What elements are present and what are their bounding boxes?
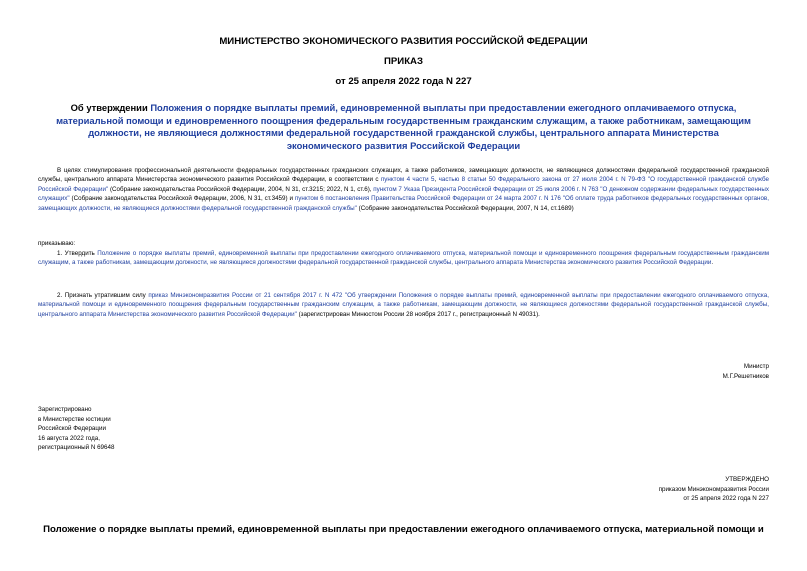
date-number-heading: от 25 апреля 2022 года N 227 (335, 76, 472, 87)
item-1-text: 1. Утвердить (57, 250, 98, 257)
approved-line: УТВЕРЖДЕНО (725, 476, 769, 483)
item-1-link[interactable]: Положение о порядке выплаты премий, единовременной выплаты при предоставлении ежегодного оплачиваемого отпуска, материальной помощи и единовременного поощрения федеральным государственным гражданским служащим, а также работникам, замещающим должности, не являющиеся должностями федеральной государственной гражданской службы, центрального аппарата Министерства экономического развития Российской Федерации (38, 250, 769, 267)
title-link[interactable]: Положения о порядке выплаты премий, единовременной выплаты при предоставлении ежегодного оплачиваемого отпуска, материальной помощи и единовременного поощрения федеральным государственным гражданским служащим, а также работникам, замещающим должности, не являющиеся должностями федеральной государственной гражданской службы, центрального аппарата Министерства экономического развития Российской Федерации (56, 102, 751, 151)
signature-name: М.Г.Решетников (722, 372, 769, 380)
preamble-text: (Собрание законодательства Российской Федерации, 2007, N 14, ст.1689) (356, 204, 574, 212)
item-1-text: . (711, 259, 714, 267)
doc-type-heading: ПРИКАЗ (384, 56, 423, 67)
registration-block (38, 405, 238, 453)
approved-block (520, 475, 769, 504)
preamble-text: (Собрание законодательства Российской Федерации, 2004, N 31, ст.3215; 2022, N 1, ст.6), (108, 185, 374, 193)
item-1-paragraph (38, 249, 769, 268)
item-2-text: (зарегистрирован Минюстом России 28 ноября 2017 г., регистрационный N 49031). (296, 310, 540, 318)
title-prefix: Об утверждении (70, 102, 151, 113)
preamble-link-3[interactable]: пунктом 7 Указа Президента Российской Федерации от 25 июля 2006 г. N 763 "О денежном содержании федеральных государственных служащих" (38, 185, 769, 203)
registration-line: в Министерстве юстиции (38, 415, 111, 423)
registration-line: Российской Федерации (38, 425, 106, 433)
item-2-paragraph (38, 291, 769, 319)
item-2-link[interactable]: приказ Минэкономразвития России от 21 сентября 2017 г. N 472 "Об утверждении Положения о порядке выплаты премий, единовременной выплаты при предоставлении ежегодного оплачиваемого отпуска, материальной помощи и единовременного поощрения федеральным государственным гражданским служащим, а также работникам, замещающим должности, не являющиеся должностями федеральной государственной гражданской службы, центрального аппарата Министерства экономического развития Российской Федерации" (38, 292, 769, 318)
preamble-text: (Собрание законодательства Российской Федерации, 2006, N 31, ст.3459) и (69, 195, 295, 203)
regulation-heading: Положение о порядке выплаты премий, единовременной выплаты при предоставлении ежегодного оплачиваемого отпуска, материальной помощи и (43, 524, 764, 535)
preamble-link-1[interactable]: пунктом 4 части 5 (380, 176, 435, 184)
ministry-heading: МИНИСТЕРСТВО ЭКОНОМИЧЕСКОГО РАЗВИТИЯ РОССИЙСКОЙ ФЕДЕРАЦИИ (219, 36, 588, 47)
order-title (50, 102, 757, 152)
preamble-text: , (434, 176, 439, 184)
preamble-text: В целях стимулирования профессиональной деятельности федеральных государственных гражданских служащих, а также работников, замещающих должности, не являющиеся должностями федеральной государственной гражданской службы, центрального аппарата Министерства экономического развития Российской Федерации, в соответствии с (38, 167, 769, 184)
preamble-link-4[interactable]: пунктом 6 постановления Правительства Российской Федерации от 24 марта 2007 г. N 176 "Об оплате труда работников федеральных государственных органов, замещающих должности, не являющиеся должностями федеральной государственной гражданской службы" (38, 195, 769, 212)
approved-line: приказом Минэкономразвития России (658, 485, 769, 493)
signature-position: Министр (743, 363, 769, 370)
registration-line: 16 августа 2022 года, (38, 434, 100, 442)
preamble-link-2[interactable]: частью 8 статьи 50 Федерального закона от 27 июля 2004 г. N 79-ФЗ "О государственной гражданской службе Российской Федерации" (38, 176, 770, 193)
registration-line: Зарегистрировано (38, 406, 92, 413)
signature-block (560, 362, 769, 381)
approved-line: от 25 апреля 2022 года N 227 (683, 495, 769, 503)
registration-line: регистрационный N 69648 (38, 444, 115, 452)
preamble-paragraph (38, 166, 769, 213)
order-word: приказываю: (38, 240, 76, 247)
item-2-text: 2. Признать утратившим силу (57, 292, 149, 299)
